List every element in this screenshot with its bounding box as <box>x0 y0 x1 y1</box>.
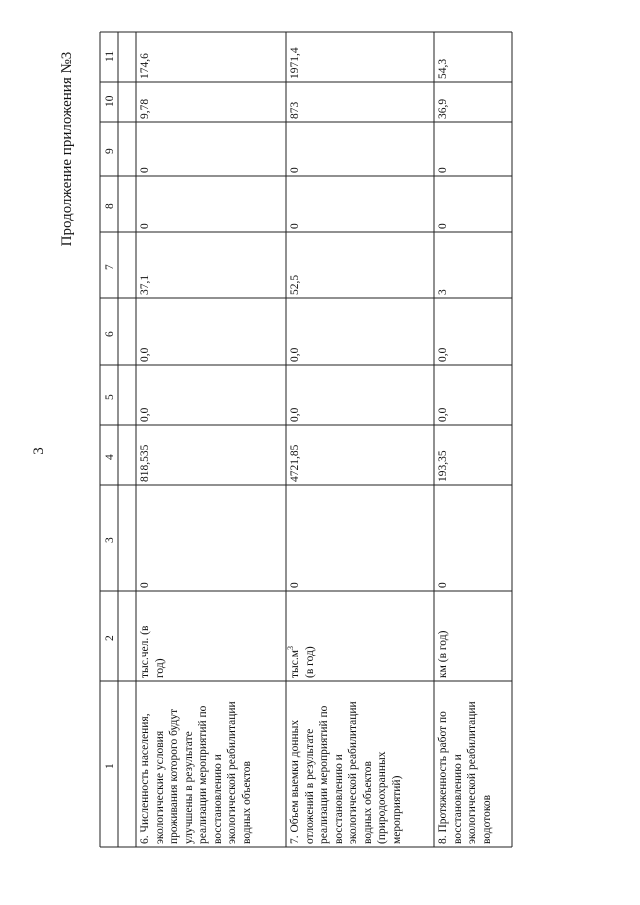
continuation-title-text: Продолжение приложения №3 <box>59 51 75 247</box>
column-number-2 <box>100 591 118 681</box>
value-cell <box>136 425 286 485</box>
value-text: 0 <box>139 167 151 173</box>
value-text: 0 <box>139 582 151 588</box>
column-number-5 <box>100 365 118 425</box>
unit-tail: (в год) <box>303 646 316 678</box>
value-text: 0 <box>139 223 151 229</box>
value-text: 0,0 <box>437 407 449 422</box>
column-number-8 <box>100 176 118 232</box>
column-number-9 <box>100 122 118 176</box>
value-text: 873 <box>289 101 301 119</box>
value-text: 0 <box>289 582 301 588</box>
value-text: 818,535 <box>139 444 151 482</box>
value-cell <box>286 122 434 176</box>
value-cell <box>136 32 286 82</box>
indicator-text: 8. Протяженность работ по восстановлению и экологической реабилитации водотоков <box>437 701 493 844</box>
column-number-text: 4 <box>104 454 116 460</box>
value-text: 0,0 <box>437 347 449 362</box>
column-number-1 <box>100 681 118 847</box>
unit-text: тыс.чел. (в год) <box>139 625 166 678</box>
column-number-text: 6 <box>104 330 116 337</box>
column-number-text: 11 <box>104 50 116 62</box>
column-number-11 <box>100 32 118 82</box>
value-cell <box>286 365 434 425</box>
value-text: 193,35 <box>437 450 449 482</box>
value-cell <box>136 176 286 232</box>
value-text: 52,5 <box>289 274 301 295</box>
value-cell <box>136 298 286 365</box>
value-cell <box>434 122 512 176</box>
value-cell <box>434 298 512 365</box>
value-cell <box>136 485 286 591</box>
value-text: 0 <box>289 223 301 229</box>
value-text: 0 <box>437 582 449 588</box>
column-number-text: 8 <box>104 203 116 209</box>
value-cell <box>434 176 512 232</box>
value-text: 174,6 <box>139 53 151 79</box>
value-text: 9,78 <box>139 98 151 119</box>
unit-text: км (в год) <box>437 630 449 678</box>
value-cell <box>136 232 286 298</box>
value-cell <box>136 122 286 176</box>
value-text: 0,0 <box>289 347 301 362</box>
column-number-text: 7 <box>104 264 116 270</box>
value-text: 0,0 <box>139 407 151 422</box>
column-number-6 <box>100 298 118 365</box>
column-number-text: 5 <box>104 394 116 400</box>
column-number-text: 2 <box>104 635 116 641</box>
column-number-10 <box>100 82 118 122</box>
value-text: 0,0 <box>289 407 301 422</box>
value-cell <box>286 32 434 82</box>
value-cell <box>286 485 434 591</box>
indicator-cell <box>286 681 434 847</box>
value-cell <box>136 365 286 425</box>
value-text: 36,9 <box>437 98 449 119</box>
unit-cell <box>434 591 512 681</box>
value-text: 0 <box>437 167 449 173</box>
indicator-cell <box>136 681 286 847</box>
unit-main: тыс.м <box>289 649 301 678</box>
value-text: 0,0 <box>139 347 151 362</box>
value-text: 4721,85 <box>289 444 301 482</box>
value-text: 1971,4 <box>289 47 301 79</box>
column-number-3 <box>100 485 118 591</box>
indicator-cell <box>434 681 512 847</box>
page-number: 3 <box>31 447 47 455</box>
indicator-text: 7. Объем выемки донных отложений в результате реализации мероприятий по восстановлению и экологической реабилитации водных объектов (природоохранных мероприятий) <box>289 701 403 844</box>
value-cell <box>136 82 286 122</box>
unit-superscript: 3 <box>286 645 296 650</box>
value-text: 0 <box>437 223 449 229</box>
value-cell <box>286 82 434 122</box>
column-number-4 <box>100 425 118 485</box>
value-cell <box>286 176 434 232</box>
column-number-text: 1 <box>104 763 116 769</box>
unit-text <box>288 622 317 678</box>
value-cell <box>434 232 512 298</box>
value-cell <box>286 298 434 365</box>
column-number-text: 9 <box>104 148 116 154</box>
value-text: 0 <box>289 167 301 173</box>
value-text: 3 <box>437 289 449 295</box>
column-number-7 <box>100 232 118 298</box>
value-text: 54,3 <box>437 58 449 79</box>
unit-cell <box>286 591 434 681</box>
value-text: 37,1 <box>139 274 151 295</box>
unit-cell <box>136 591 286 681</box>
indicator-text: 6. Численность населения, экологические условия проживания которого будут улучшены в результате реализации мероприятий по восстановлению и экологической реабилитации водных объектов <box>139 701 253 844</box>
value-cell <box>434 365 512 425</box>
value-cell <box>434 425 512 485</box>
value-cell <box>286 425 434 485</box>
value-cell <box>434 485 512 591</box>
column-number-text: 10 <box>104 95 116 107</box>
column-number-text: 3 <box>104 537 116 543</box>
value-cell <box>286 232 434 298</box>
value-cell <box>434 32 512 82</box>
value-cell <box>434 82 512 122</box>
